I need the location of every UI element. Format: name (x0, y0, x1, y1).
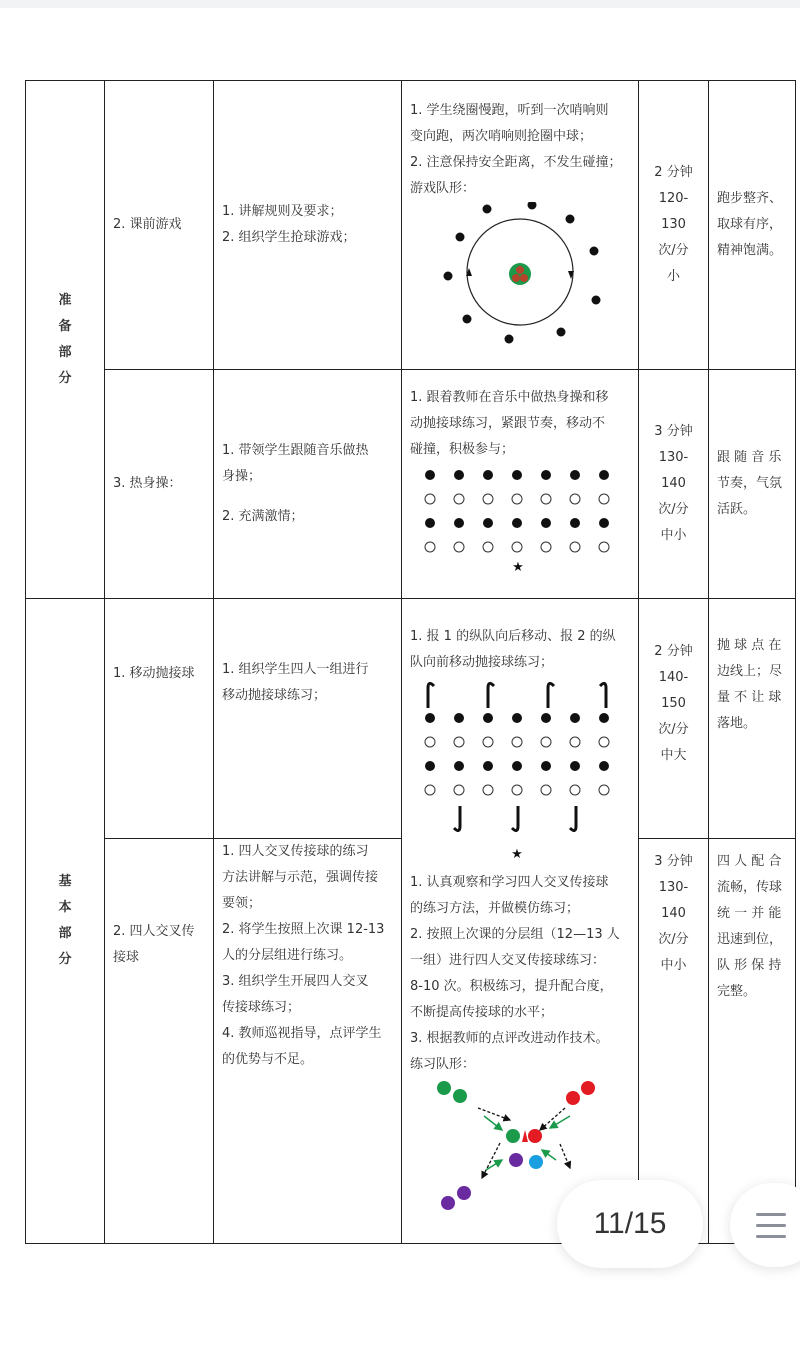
org-line: 游戏队形： (410, 181, 476, 196)
student-dot-hollow (599, 785, 609, 795)
student-dot-filled (570, 713, 580, 723)
org-line: 1. 学生绕圈慢跑，听到一次哨响则 (410, 103, 609, 118)
method-line: 1. 带领学生跟随音乐做热 (222, 443, 369, 458)
student-dot-filled (512, 713, 522, 723)
student-dot-filled (425, 518, 435, 528)
org-line: 1. 跟着教师在音乐中做热身操和移 (410, 390, 609, 405)
method-line: 身操； (222, 469, 262, 484)
pass-paths (478, 1108, 570, 1178)
org-line: 2. 注意保持安全距离，不发生碰撞； (410, 155, 622, 170)
move-formation-diagram (410, 676, 630, 862)
activity-line: 接球 (113, 950, 140, 965)
student-dot-filled (425, 761, 435, 771)
time-line: 中小 (660, 528, 687, 543)
org-line: 8-10 次。积极练习，提升配合度， (410, 979, 613, 994)
req-line: 落地。 (717, 716, 757, 731)
method-cell (214, 81, 402, 370)
menu-icon (756, 1213, 786, 1216)
student-dot-filled (541, 470, 551, 480)
student-dot-hollow (425, 542, 435, 552)
menu-icon (756, 1224, 786, 1227)
student-dot-hollow (454, 785, 464, 795)
student-dot-filled (454, 518, 464, 528)
student-dot-filled (454, 761, 464, 771)
student-dot-filled (425, 470, 435, 480)
student-dot-hollow (483, 785, 493, 795)
activity-cell: 1. 移动抛接球 (105, 599, 214, 839)
lesson-plan-table (25, 80, 796, 1244)
time-line: 130-140 (658, 450, 689, 491)
section-basic-cell (26, 599, 105, 1244)
top-status-strip (0, 0, 800, 8)
student-dot-hollow (425, 785, 435, 795)
student-dot-filled (599, 713, 609, 723)
student-dot-filled (512, 470, 522, 480)
student-dot-hollow (483, 542, 493, 552)
time-line: 120-130 (658, 191, 689, 232)
method-line: 2. 充满激情； (222, 509, 304, 524)
student-dot-hollow (425, 494, 435, 504)
student-dot-filled (483, 713, 493, 723)
student-dot-hollow (570, 542, 580, 552)
student-dot-filled (454, 713, 464, 723)
student-dot-hollow (541, 494, 551, 504)
time-line: 3 分钟 (654, 424, 693, 439)
time-line: 2 分钟 (654, 165, 693, 180)
student-dot-hollow (425, 737, 435, 747)
org-line: 3. 根据教师的点评改进动作技术。 (410, 1031, 609, 1046)
section-char: 分 (58, 952, 72, 967)
organization-cell (402, 599, 639, 1244)
warmup-formation-diagram (410, 463, 630, 583)
student-dot-filled (425, 713, 435, 723)
time-line: 小 (666, 269, 680, 284)
activity-cell: 2. 课前游戏 (105, 81, 214, 370)
time-line: 次/分 (658, 722, 689, 737)
move-forward-arrows (454, 806, 576, 831)
req-line: 迅速到位， (717, 932, 783, 947)
student-dot-hollow (599, 542, 609, 552)
student-dot-filled (599, 470, 609, 480)
time-line: 次/分 (658, 932, 689, 947)
menu-icon (756, 1235, 786, 1238)
student-dot-hollow (454, 737, 464, 747)
org-line: 2. 按照上次课的分层组（12—13 人 (410, 927, 620, 942)
student-dot-hollow (454, 494, 464, 504)
req-line: 跑步整齐、 (717, 191, 783, 206)
student-dot-filled (483, 470, 493, 480)
organization-cell (402, 370, 639, 599)
student-dot-filled (599, 518, 609, 528)
method-cell (214, 599, 402, 839)
student-dot-filled (483, 761, 493, 771)
student-dot-hollow (599, 494, 609, 504)
student-dot-hollow (512, 785, 522, 795)
page-indicator[interactable]: 11/15 (557, 1180, 703, 1268)
student-dot-filled (512, 518, 522, 528)
move-dot-grid (425, 713, 609, 795)
time-cell (639, 599, 709, 839)
time-line: 3 分钟 (654, 854, 693, 869)
move-paths (484, 1116, 570, 1170)
req-line: 边线上；尽 (717, 664, 783, 679)
time-line: 2 分钟 (654, 644, 693, 659)
student-dot-hollow (512, 494, 522, 504)
student-dot-filled (599, 761, 609, 771)
time-cell (639, 81, 709, 370)
method-line: 的优势与不足。 (222, 1052, 314, 1067)
section-char: 部 (58, 344, 72, 360)
teacher-star-icon: ★ (511, 847, 523, 862)
student-dot-filled (570, 518, 580, 528)
student-dot-hollow (541, 737, 551, 747)
time-line: 130-140 (658, 880, 689, 921)
org-line: 练习队形： (410, 1057, 476, 1072)
teacher-star-icon: ★ (512, 560, 524, 575)
student-dot-filled (541, 518, 551, 528)
row-pre-game (26, 81, 796, 370)
time-line: 140-150 (658, 670, 689, 711)
move-back-arrows (428, 683, 606, 708)
student-dot-hollow (599, 737, 609, 747)
req-line: 抛 球 点 在 (717, 638, 782, 653)
time-line: 中小 (660, 958, 687, 973)
method-line: 方法讲解与示范，强调传接 (222, 870, 379, 885)
method-cell (214, 370, 402, 599)
org-line: 变向跑，两次哨响则抢圈中球； (410, 129, 593, 144)
student-dot-hollow (570, 494, 580, 504)
req-line: 四 人 配 合 (717, 854, 782, 869)
organization-cell (402, 81, 639, 370)
time-line: 中大 (660, 748, 687, 763)
student-dot-hollow (541, 785, 551, 795)
method-line: 3. 组织学生开展四人交叉 (222, 974, 369, 989)
student-dot-filled (541, 761, 551, 771)
org-line: 动抛接球练习，紧跟节奏，移动不 (410, 416, 606, 431)
section-char: 备 (58, 318, 72, 334)
req-line: 跟 随 音 乐 (717, 450, 782, 465)
row-move-catch (26, 599, 796, 839)
req-line: 完整。 (717, 984, 757, 999)
req-line: 精神饱满。 (717, 243, 783, 258)
student-dot-hollow (454, 542, 464, 552)
req-line: 队 形 保 持 (717, 958, 782, 973)
org-line: 不断提高传接球的水平； (410, 1005, 554, 1020)
section-char: 准 (58, 292, 72, 308)
time-cell (639, 370, 709, 599)
method-cell (214, 839, 402, 1244)
requirement-cell (709, 81, 796, 370)
method-line: 传接球练习； (222, 1000, 301, 1015)
activity-cell (105, 839, 214, 1244)
student-dot-hollow (570, 737, 580, 747)
method-line: 1. 讲解规则及要求； (222, 204, 343, 219)
student-dot-hollow (483, 737, 493, 747)
student-dot-hollow (541, 542, 551, 552)
student-dot-filled (483, 518, 493, 528)
game-formation-diagram (410, 202, 630, 352)
req-line: 量 不 让 球 (717, 690, 782, 705)
student-dot-hollow (570, 785, 580, 795)
row-warmup (26, 370, 796, 599)
student-dot-filled (570, 761, 580, 771)
method-line: 人的分层组进行练习。 (222, 948, 353, 963)
method-line: 1. 组织学生四人一组进行 (222, 662, 369, 677)
org-line: 的练习方法，并做模仿练习； (410, 901, 580, 916)
time-line: 次/分 (658, 502, 689, 517)
activity-line: 2. 四人交叉传 (113, 924, 195, 939)
org-line: 1. 报 1 的纵队向后移动、报 2 的纵 (410, 629, 616, 644)
method-line: 移动抛接球练习； (222, 688, 327, 703)
method-line: 1. 四人交叉传接球的练习 (222, 844, 369, 859)
cone-icon (522, 1130, 528, 1142)
req-line: 节奏，气氛 (717, 476, 783, 491)
org-line: 一组）进行四人交叉传接球练习： (410, 953, 606, 968)
org-line: 碰撞，积极参与； (410, 442, 515, 457)
student-dot-hollow (512, 542, 522, 552)
warmup-dot-grid (425, 470, 609, 552)
section-char: 基 (58, 874, 72, 889)
student-dot-filled (541, 713, 551, 723)
method-line: 2. 组织学生抢球游戏； (222, 230, 356, 245)
activity-cell: 3. 热身操： (105, 370, 214, 599)
section-char: 本 (58, 900, 72, 915)
section-char: 部 (58, 926, 72, 941)
org-line: 队向前移动抛接球练习； (410, 655, 554, 670)
req-line: 活跃。 (717, 502, 757, 517)
req-line: 流畅，传球 (717, 880, 783, 895)
org-line: 1. 认真观察和学习四人交叉传接球 (410, 875, 609, 890)
method-line: 2. 将学生按照上次课 12-13 (222, 922, 385, 937)
student-dot-hollow (512, 737, 522, 747)
time-line: 次/分 (658, 243, 689, 258)
student-dot-filled (454, 470, 464, 480)
student-dot-filled (570, 470, 580, 480)
method-line: 要领； (222, 896, 262, 911)
requirement-cell (709, 599, 796, 839)
req-line: 取球有序， (717, 217, 783, 232)
method-line: 4. 教师巡视指导，点评学生 (222, 1026, 382, 1041)
section-prep-cell (26, 81, 105, 599)
req-line: 统 一 并 能 (717, 906, 782, 921)
requirement-cell (709, 370, 796, 599)
student-dot-filled (512, 761, 522, 771)
student-dot-hollow (483, 494, 493, 504)
section-char: 分 (58, 370, 72, 386)
